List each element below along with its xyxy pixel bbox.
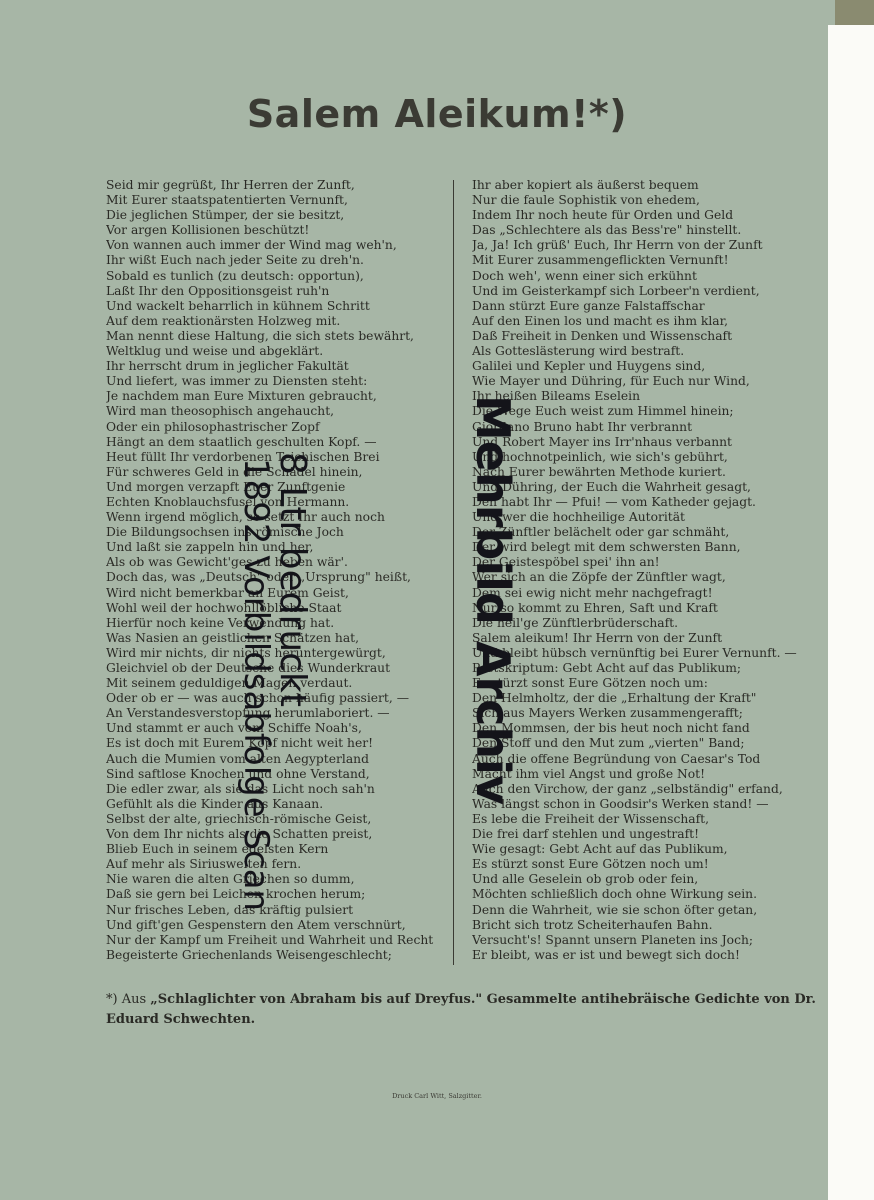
poem-line: Oder ein philosophastrischer Zopf: [106, 419, 320, 434]
poem-line: Indem Ihr noch heute für Orden und Geld: [472, 208, 734, 223]
poem-line: Die Wege Euch weist zum Himmel hinein;: [472, 404, 734, 419]
poem-line: Doch weh', wenn einer sich erkühnt: [472, 268, 697, 283]
poem-line: Auch die offene Begründung von Caesar's Tod: [472, 751, 761, 766]
poem-line: Was Nasien an geistlichen Schätzen hat,: [106, 630, 360, 645]
poem-line: Es ist doch mit Eurem Kopf nicht weit her!: [106, 736, 374, 751]
poem-line: Nach Eurer bewährten Methode kuriert.: [472, 464, 726, 479]
poem-line: Daß sie gern bei Leichen krochen herum;: [106, 887, 366, 902]
poem-line: Es stürzt sonst Eure Götzen noch um!: [472, 857, 709, 872]
poem-line: Auf den Einen los und macht es ihm klar,: [472, 313, 729, 328]
poem-line: Auch den Virchow, der ganz „selbständig" erfand,: [472, 781, 783, 796]
poem-line: Weltklug und weise und abgeklärt.: [106, 344, 324, 359]
poem-line: Und stammt er auch vom Schiffe Noah's,: [106, 721, 362, 736]
poem-line: Und alle Geselein ob grob oder fein,: [472, 872, 699, 887]
poem-line: Wie gesagt: Gebt Acht auf das Publikum,: [472, 842, 728, 857]
poem-line: Ihr wißt Euch nach jeder Seite zu dreh'n.: [106, 253, 364, 268]
poem-line: Postskriptum: Gebt Acht auf das Publikum;: [472, 661, 742, 675]
poem-line: Echten Knoblauchsfusel von Hermann.: [106, 494, 350, 509]
poem-line: Die jeglichen Stümper, der sie besitzt,: [106, 208, 345, 223]
poem-line: Das „Schlechtere als das Bess're" hinstellt.: [472, 223, 742, 238]
poem-line: Den habt Ihr — Pfui! — vom Katheder gejagt.: [472, 494, 756, 509]
poem-line: Wird man theosophisch angehaucht,: [106, 404, 335, 419]
poem-line: An Verstandesverstopfung herumlaboriert. —: [106, 706, 390, 721]
poem-line: Den Stoff und den Mut zum „vierten" Band;: [472, 736, 745, 751]
poem-line: Der wird belegt mit dem schwersten Bann,: [472, 540, 741, 555]
poem-line: Sind saftlose Knochen und ohne Verstand,: [106, 766, 370, 781]
poem-line: Blieb Euch in seinem edelsten Kern: [106, 842, 329, 857]
poem-line: Versucht's! Spannt unsern Planeten ins Joch;: [472, 932, 754, 947]
poem-line: Und gift'gen Gespenstern den Atem verschnürt,: [106, 917, 406, 932]
poem-line: Wie Mayer und Dühring, für Euch nur Wind,: [472, 374, 750, 389]
poem-line: Gleichviel ob der Deutsche dies Wunderkraut: [106, 661, 391, 675]
poem-line: Auf dem reaktionärsten Holzweg mit.: [106, 313, 341, 328]
poem-line: Nur der Kampf um Freiheit und Wahrheit und Recht: [106, 932, 434, 947]
poem-line: Wird nicht bemerkbar an Eurem Geist,: [106, 585, 349, 600]
poem-line: Und Robert Mayer ins Irr'nhaus verbannt: [472, 434, 732, 449]
poem-line: Wohl weil der hochwohllöbliche Staat: [106, 600, 342, 615]
poem-line: Für schweres Geld in die Schädel hinein,: [106, 464, 363, 479]
poem-line: Wenn irgend möglich, so setzt Ihr auch noch: [106, 510, 385, 525]
poem-line: Galilei und Kepler und Huygens sind,: [472, 359, 706, 374]
poem-line: Und liefert, was immer zu Diensten steht:: [106, 374, 368, 389]
poem-line: Und bleibt hübsch vernünftig bei Eurer Vernunft. —: [472, 645, 797, 660]
poem-line: Und Dühring, der Euch die Wahrheit gesagt,: [472, 479, 751, 494]
poem-line: Ihr heißen Bileams Eselein: [472, 389, 641, 404]
poem-line: Je nachdem man Eure Mixturen gebraucht,: [106, 389, 377, 404]
poem-line: Sobald es tunlich (zu deutsch: opportun),: [106, 268, 364, 283]
poem-line: Salem aleikum! Ihr Herrn von der Zunft: [472, 630, 723, 645]
poem-line: Die edler zwar, als sie das Licht noch sah'n: [106, 781, 375, 796]
poem-line: Selbst der alte, griechisch-römische Geist,: [106, 811, 372, 826]
poem-line: Gefühlt als die Kinder aus Kanaan.: [106, 796, 324, 811]
poem-line: Auch die Mumien vom alten Aegypterland: [106, 751, 369, 766]
poem-line: Heut füllt Ihr verdorbenen Teichischen Brei: [106, 449, 380, 464]
poem-line: Als Gotteslästerung wird bestraft.: [472, 344, 685, 359]
poem-line: Mit Eurer zusammengeflickten Vernunft!: [472, 253, 729, 268]
poem-column-right: [472, 178, 820, 963]
poem-line: Den Helmholtz, der die „Erhaltung der Kraft": [472, 691, 757, 706]
stamp-text-2: 1892 Vorbildsabfolge Scan: [236, 458, 276, 912]
poem-line: Ihr herrscht drum in jeglicher Fakultät: [106, 359, 349, 374]
poem-line: Wird mir nichts, dir nichts heruntergewürgt,: [106, 645, 386, 660]
footnote-source: „Schlaglichter von Abraham bis auf Dreyfus." Gesammelte antihebräische Gedichte von Dr. Eduard Schwechten.: [106, 992, 816, 1027]
poem-line: Und im Geisterkampf sich Lorbeer'n verdient,: [472, 283, 760, 298]
poem-line: Es lebe die Freiheit der Wissenschaft,: [472, 811, 710, 826]
poem-line: Dem sei ewig nicht mehr nachgefragt!: [472, 585, 713, 600]
scan-margin: [828, 25, 874, 1200]
poem-line: Giordano Bruno habt Ihr verbrannt: [472, 419, 693, 434]
poem-line: Oder ob er — was auch schon häufig passiert, —: [106, 691, 409, 706]
poem-line: Denn die Wahrheit, wie sie schon öfter getan,: [472, 902, 758, 917]
poem-line: Er bleibt, was er ist und bewegt sich doch!: [472, 947, 740, 962]
poem-line: Und wer die hochheilige Autorität: [472, 510, 685, 525]
poem-line: Der Geistespöbel spei' ihn an!: [472, 555, 660, 570]
poem-line: Nur frisches Leben, das kräftig pulsiert: [106, 902, 354, 917]
poem-line: Daß Freiheit in Denken und Wissenschaft: [472, 328, 733, 343]
poem-line: Es stürzt sonst Eure Götzen noch um:: [472, 676, 708, 691]
column-divider: [453, 180, 454, 965]
poem-line: Von wannen auch immer der Wind mag weh'n,: [106, 238, 397, 253]
stamp-text-1: 8 Ltr bedruckt: [272, 452, 313, 707]
poem-line: Seid mir gegrüßt, Ihr Herren der Zunft,: [106, 178, 355, 192]
poem-line: Laßt Ihr den Oppositionsgeist ruh'n: [106, 283, 330, 298]
poem-line: Doch das, was „Deutsch" oder „Ursprung" heißt,: [106, 570, 411, 585]
poem-line: Ihr aber kopiert als äußerst bequem: [472, 178, 699, 192]
poem-line: Hängt an dem staatlich geschulten Kopf. —: [106, 434, 377, 449]
poem-line: Man nennt diese Haltung, die sich stets bewährt,: [106, 328, 414, 343]
stamp-text-3: Mehrbild Archiv: [466, 395, 520, 805]
poem-line: Die Bildungsochsen ins römische Joch: [106, 525, 344, 540]
printer-imprint: Druck Carl Witt, Salzgitter.: [392, 1092, 482, 1100]
poem-line: Hierfür noch keine Verwendung hat.: [106, 615, 335, 630]
poem-line: Möchten schließlich doch ohne Wirkung sein.: [472, 887, 757, 902]
poem-line: Und laßt sie zappeln hin und her,: [106, 540, 314, 555]
poem-line: Und morgen verzapft Euer Zunftgenie: [106, 479, 346, 494]
poem-line: Wer sich an die Zöpfe der Zünftler wagt,: [472, 570, 726, 585]
poem-line: Den Mommsen, der bis heut noch nicht fand: [472, 721, 750, 736]
poem-line: Und wackelt beharrlich in kühnem Schritt: [106, 298, 370, 313]
poem-line: Nie waren die alten Griechen so dumm,: [106, 872, 355, 887]
footnote-marker: *) Aus: [106, 992, 147, 1007]
footnote: [106, 990, 826, 1030]
poem-line: Die heil'ge Zünftlerbrüderschaft.: [472, 615, 678, 630]
poem-line: Und hochnotpeinlich, wie sich's gebührt,: [472, 449, 728, 464]
poem-line: Die frei darf stehlen und ungestraft!: [472, 827, 700, 842]
poem-line: Auf mehr als Siriusweiten fern.: [106, 857, 302, 872]
poem-line: Macht ihm viel Angst und große Not!: [472, 766, 706, 781]
poem-line: Begeisterte Griechenlands Weisengeschlecht;: [106, 947, 392, 962]
poem-line: Nur die faule Sophistik von ehedem,: [472, 193, 700, 208]
poem-line: Bricht sich trotz Scheiterhaufen Bahn.: [472, 917, 713, 932]
poem-line: Mit Eurer staatspatentierten Vernunft,: [106, 193, 348, 208]
poem-line: Mit seinem geduldigen Magen verdaut.: [106, 676, 353, 691]
poem-line: Ja, Ja! Ich grüß' Euch, Ihr Herrn von der Zunft: [472, 238, 763, 253]
poem-line: Von dem Ihr nichts als die Schatten preist,: [106, 827, 373, 842]
poem-line: Sich aus Mayers Werken zusammengerafft;: [472, 706, 743, 721]
poem-line: Der Zünftler belächelt oder gar schmäht,: [472, 525, 730, 540]
poem-line: Als ob was Gewicht'ges zu heben wär'.: [106, 555, 348, 570]
poem-line: Vor argen Kollisionen beschützt!: [106, 223, 310, 238]
poem-line: Dann stürzt Eure ganze Falstaffschar: [472, 298, 705, 313]
poem-line: Was längst schon in Goodsir's Werken stand! —: [472, 796, 769, 811]
poem-line: Nur so kommt zu Ehren, Saft und Kraft: [472, 600, 718, 615]
page-title: Salem Aleikum!*): [246, 92, 628, 136]
